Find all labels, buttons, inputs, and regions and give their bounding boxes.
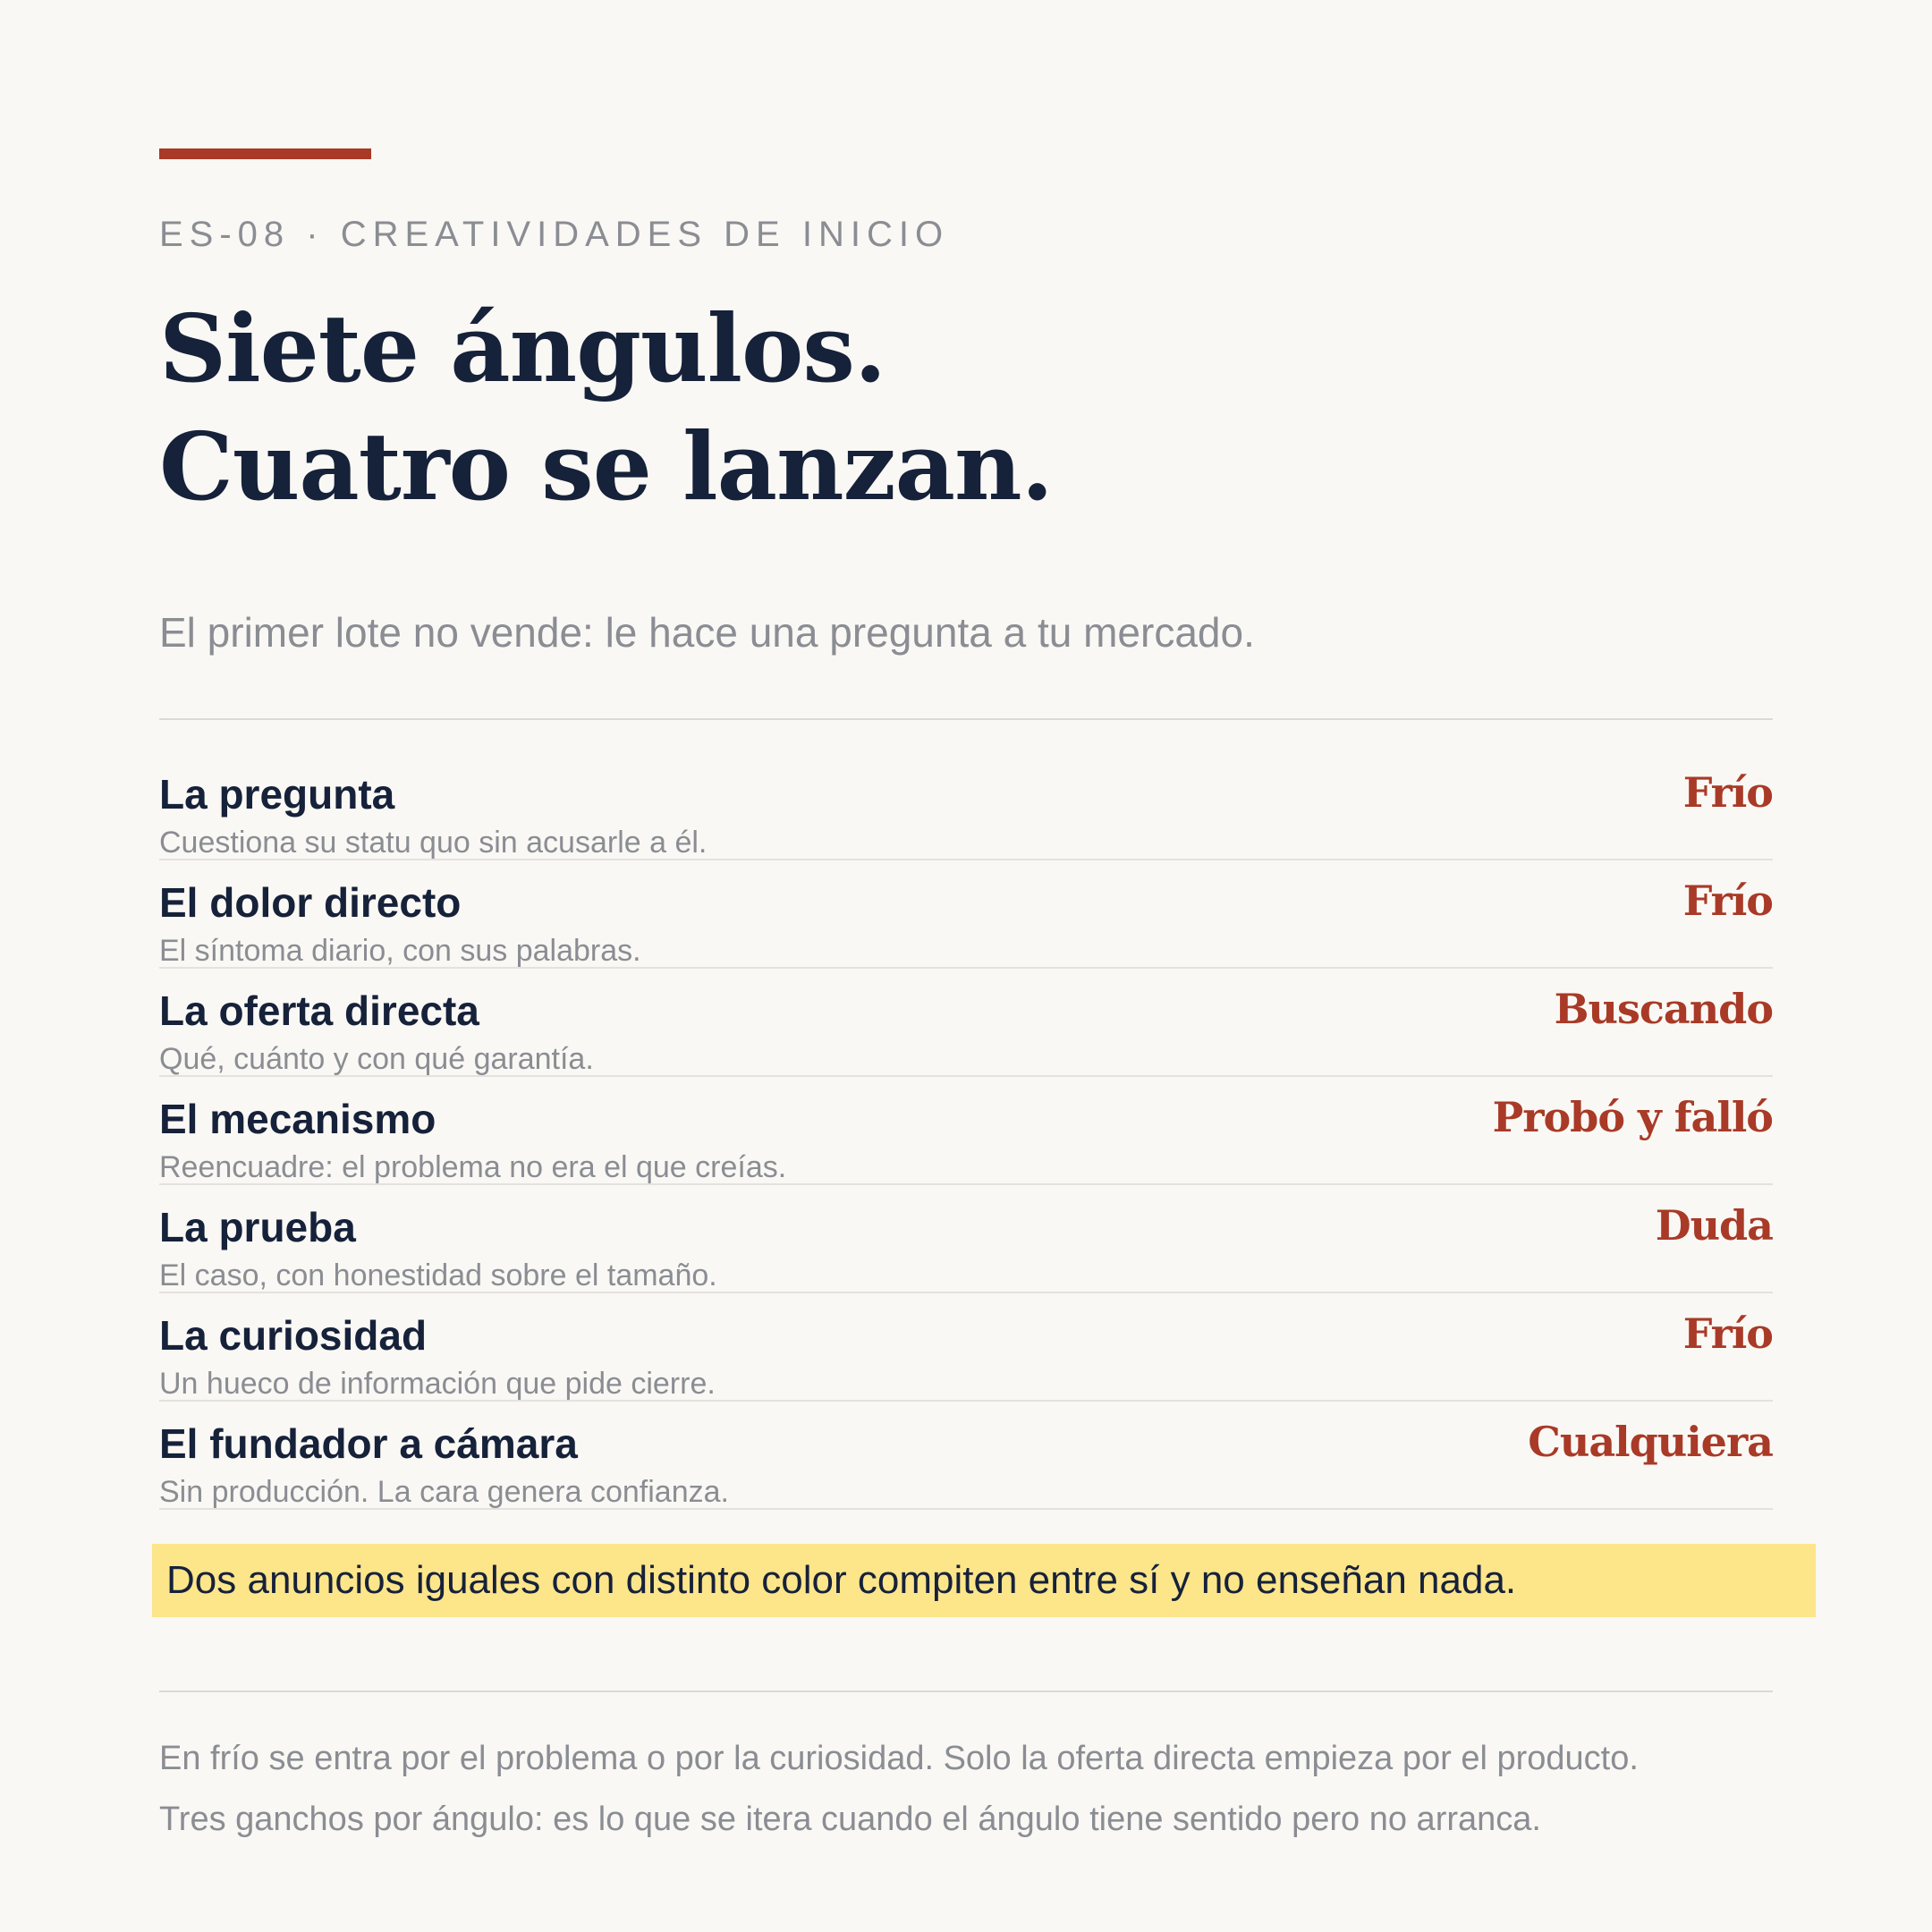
angle-audience-tag: Buscando (1554, 985, 1773, 1033)
page-content (159, 148, 1773, 1850)
angle-description: Cuestiona su statu quo sin acusarle a él. (159, 826, 708, 860)
angle-audience-tag: Frío (1682, 1309, 1773, 1358)
title-line-1: Siete ángulos. (159, 293, 886, 403)
divider-top (159, 718, 1773, 720)
highlight-callout: Dos anuncios iguales con distinto color compiten entre sí y no enseñan nada. (152, 1544, 1816, 1617)
subtitle: El primer lote no vende: le hace una pregunta a tu mercado. (159, 609, 1255, 656)
angle-name: La curiosidad (159, 1312, 428, 1359)
accent-bar (159, 148, 371, 159)
angle-name: El dolor directo (159, 879, 462, 926)
list-item (159, 1295, 1773, 1402)
angle-description: El caso, con honestidad sobre el tamaño. (159, 1258, 717, 1292)
angle-description: Un hueco de información que pide cierre. (159, 1367, 716, 1401)
angle-name: La oferta directa (159, 987, 479, 1034)
angle-audience-tag: Frío (1682, 877, 1773, 925)
list-item (159, 754, 1773, 860)
page-title (159, 290, 1773, 526)
angle-name: La prueba (159, 1204, 356, 1250)
list-item (159, 970, 1773, 1077)
angle-description: Reencuadre: el problema no era el que creías. (159, 1150, 787, 1184)
angle-description: Sin producción. La cara genera confianza. (159, 1475, 729, 1509)
list-item (159, 1403, 1773, 1510)
angle-audience-tag: Cualquiera (1528, 1418, 1773, 1466)
angle-audience-tag: Frío (1682, 768, 1773, 817)
divider-bottom (159, 1690, 1773, 1692)
list-item (159, 862, 1773, 969)
angle-description: Qué, cuánto y con qué garantía. (159, 1042, 594, 1076)
angle-name: El mecanismo (159, 1096, 436, 1142)
footer-notes (159, 1728, 1773, 1850)
angle-name: La pregunta (159, 771, 395, 818)
kicker: ES-08 · CREATIVIDADES DE INICIO (159, 215, 950, 254)
angle-audience-tag: Duda (1655, 1201, 1773, 1250)
angle-list (159, 754, 1773, 1510)
footer-line-2: Tres ganchos por ángulo: es lo que se itera cuando el ángulo tiene sentido pero no arranca. (159, 1801, 1541, 1838)
list-item (159, 1187, 1773, 1293)
angle-name: El fundador a cámara (159, 1420, 578, 1467)
angle-audience-tag: Probó y falló (1492, 1093, 1773, 1141)
angle-description: El síntoma diario, con sus palabras. (159, 934, 641, 968)
footer-line-1: En frío se entra por el problema o por la curiosidad. Solo la oferta directa empieza por el producto. (159, 1740, 1639, 1777)
list-item (159, 1079, 1773, 1185)
title-line-2: Cuatro se lanzan. (159, 411, 1053, 521)
